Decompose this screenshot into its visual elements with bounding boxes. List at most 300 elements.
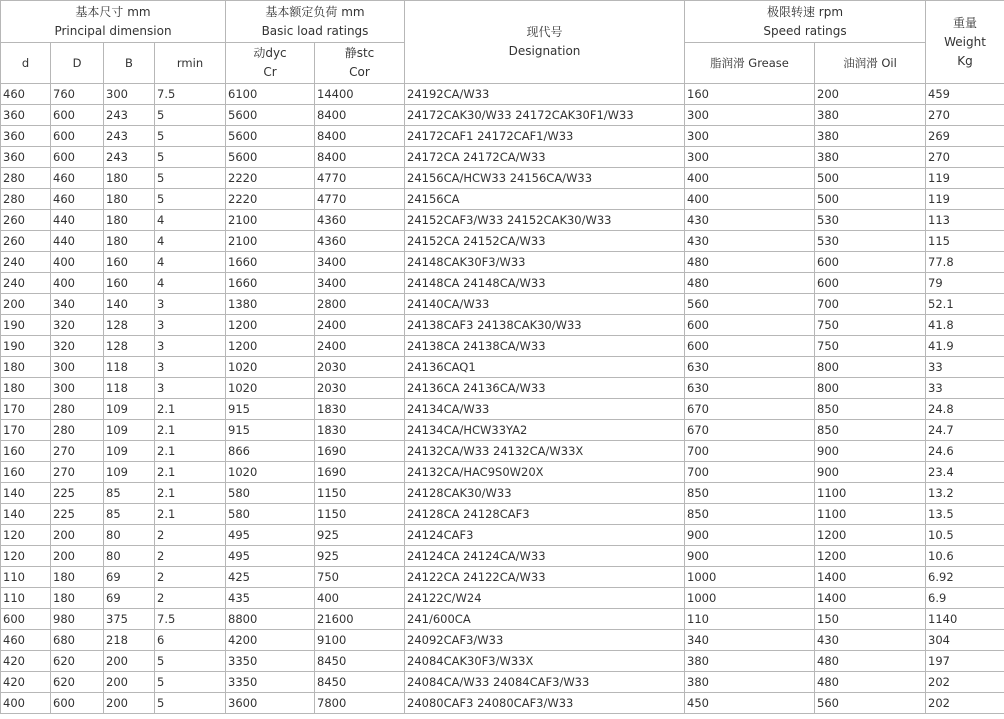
cell-static-load: 7800	[315, 693, 405, 714]
principal-dimension-header: 基本尺寸 mm Principal dimension	[1, 1, 226, 43]
cell-d: 120	[1, 546, 51, 567]
cell-static-load: 4360	[315, 210, 405, 231]
cell-dynamic-load: 435	[226, 588, 315, 609]
table-header	[1, 1, 1004, 84]
cell-static-load: 2030	[315, 378, 405, 399]
cell-designation: 24128CAK30/W33	[405, 483, 685, 504]
cell-b: 200	[104, 693, 155, 714]
cell-oil-speed: 800	[815, 378, 926, 399]
cell-oil-speed: 900	[815, 441, 926, 462]
cell-oil-speed: 1400	[815, 588, 926, 609]
cell-outer-d: 620	[51, 651, 104, 672]
cell-dynamic-load: 3350	[226, 651, 315, 672]
cell-rmin: 4	[155, 273, 226, 294]
cell-static-load: 3400	[315, 252, 405, 273]
cell-dynamic-load: 5600	[226, 105, 315, 126]
cell-d: 180	[1, 357, 51, 378]
table-row	[1, 210, 1004, 231]
cell-designation: 24084CAK30F3/W33X	[405, 651, 685, 672]
cell-outer-d: 600	[51, 693, 104, 714]
cell-rmin: 5	[155, 126, 226, 147]
cell-dynamic-load: 3600	[226, 693, 315, 714]
cell-grease-speed: 430	[685, 210, 815, 231]
cell-rmin: 4	[155, 252, 226, 273]
cell-dynamic-load: 2100	[226, 210, 315, 231]
cell-b: 160	[104, 273, 155, 294]
cell-d: 420	[1, 672, 51, 693]
table-row	[1, 294, 1004, 315]
cell-static-load: 2030	[315, 357, 405, 378]
cell-oil-speed: 380	[815, 105, 926, 126]
cell-d: 170	[1, 420, 51, 441]
cell-dynamic-load: 5600	[226, 147, 315, 168]
cell-dynamic-load: 1660	[226, 273, 315, 294]
cell-dynamic-load: 6100	[226, 84, 315, 105]
col-header-rmin: rmin	[155, 43, 226, 84]
cell-weight: 270	[926, 147, 1004, 168]
cell-oil-speed: 900	[815, 462, 926, 483]
cell-designation: 241/600CA	[405, 609, 685, 630]
table-row	[1, 147, 1004, 168]
table-row	[1, 567, 1004, 588]
cell-dynamic-load: 5600	[226, 126, 315, 147]
col-header-oil: 油润滑 Oil	[815, 43, 926, 84]
cell-dynamic-load: 866	[226, 441, 315, 462]
cell-outer-d: 340	[51, 294, 104, 315]
cell-weight: 10.6	[926, 546, 1004, 567]
cell-static-load: 2400	[315, 336, 405, 357]
cell-weight: 119	[926, 189, 1004, 210]
cell-weight: 269	[926, 126, 1004, 147]
cell-outer-d: 225	[51, 483, 104, 504]
cell-oil-speed: 800	[815, 357, 926, 378]
cell-rmin: 3	[155, 357, 226, 378]
cell-outer-d: 225	[51, 504, 104, 525]
cell-designation: 24132CA/W33 24132CA/W33X	[405, 441, 685, 462]
cell-grease-speed: 630	[685, 378, 815, 399]
cell-weight: 52.1	[926, 294, 1004, 315]
cell-outer-d: 600	[51, 147, 104, 168]
cell-d: 110	[1, 588, 51, 609]
cell-oil-speed: 750	[815, 315, 926, 336]
table-row	[1, 378, 1004, 399]
cell-weight: 33	[926, 378, 1004, 399]
cell-grease-speed: 900	[685, 546, 815, 567]
cell-d: 360	[1, 105, 51, 126]
table-row	[1, 525, 1004, 546]
cell-d: 140	[1, 483, 51, 504]
cell-designation: 24134CA/W33	[405, 399, 685, 420]
table-row	[1, 441, 1004, 462]
cell-designation: 24128CA 24128CAF3	[405, 504, 685, 525]
cell-d: 400	[1, 693, 51, 714]
cell-rmin: 2.1	[155, 420, 226, 441]
cell-outer-d: 460	[51, 168, 104, 189]
cell-d: 280	[1, 168, 51, 189]
cell-oil-speed: 600	[815, 252, 926, 273]
cell-static-load: 14400	[315, 84, 405, 105]
cell-static-load: 3400	[315, 273, 405, 294]
cell-d: 460	[1, 84, 51, 105]
cell-grease-speed: 480	[685, 273, 815, 294]
cell-dynamic-load: 1020	[226, 462, 315, 483]
cell-b: 375	[104, 609, 155, 630]
cell-static-load: 1690	[315, 441, 405, 462]
col-header-b: B	[104, 43, 155, 84]
cell-rmin: 2.1	[155, 441, 226, 462]
cell-designation: 24148CAK30F3/W33	[405, 252, 685, 273]
cell-d: 360	[1, 126, 51, 147]
table-row	[1, 231, 1004, 252]
cell-b: 109	[104, 462, 155, 483]
table-body	[1, 84, 1004, 714]
cell-dynamic-load: 915	[226, 399, 315, 420]
cell-designation: 24138CAF3 24138CAK30/W33	[405, 315, 685, 336]
cell-outer-d: 600	[51, 105, 104, 126]
cell-static-load: 8400	[315, 126, 405, 147]
cell-static-load: 1830	[315, 420, 405, 441]
cell-b: 118	[104, 357, 155, 378]
cell-designation: 24138CA 24138CA/W33	[405, 336, 685, 357]
cell-designation: 24122CA 24122CA/W33	[405, 567, 685, 588]
cell-rmin: 2.1	[155, 504, 226, 525]
cell-rmin: 4	[155, 210, 226, 231]
cell-grease-speed: 300	[685, 126, 815, 147]
cell-designation: 24152CAF3/W33 24152CAK30/W33	[405, 210, 685, 231]
table-row	[1, 672, 1004, 693]
cell-b: 180	[104, 231, 155, 252]
table-row	[1, 252, 1004, 273]
table-row	[1, 609, 1004, 630]
cell-dynamic-load: 495	[226, 525, 315, 546]
cell-outer-d: 200	[51, 546, 104, 567]
cell-d: 200	[1, 294, 51, 315]
table-row	[1, 693, 1004, 714]
table-row	[1, 651, 1004, 672]
cell-static-load: 1150	[315, 483, 405, 504]
cell-d: 460	[1, 630, 51, 651]
cell-designation: 24148CA 24148CA/W33	[405, 273, 685, 294]
cell-oil-speed: 1200	[815, 525, 926, 546]
cell-designation: 24080CAF3 24080CAF3/W33	[405, 693, 685, 714]
cell-oil-speed: 1100	[815, 504, 926, 525]
table-row	[1, 273, 1004, 294]
cell-designation: 24134CA/HCW33YA2	[405, 420, 685, 441]
cell-grease-speed: 670	[685, 399, 815, 420]
cell-b: 69	[104, 567, 155, 588]
cell-b: 180	[104, 210, 155, 231]
cell-oil-speed: 530	[815, 231, 926, 252]
cell-dynamic-load: 1660	[226, 252, 315, 273]
cell-dynamic-load: 580	[226, 483, 315, 504]
cell-grease-speed: 340	[685, 630, 815, 651]
cell-oil-speed: 530	[815, 210, 926, 231]
cell-b: 109	[104, 420, 155, 441]
cell-outer-d: 320	[51, 315, 104, 336]
cell-d: 140	[1, 504, 51, 525]
cell-static-load: 9100	[315, 630, 405, 651]
cell-rmin: 5	[155, 168, 226, 189]
cell-grease-speed: 560	[685, 294, 815, 315]
cell-b: 109	[104, 399, 155, 420]
cell-static-load: 8450	[315, 651, 405, 672]
cell-b: 85	[104, 504, 155, 525]
cell-b: 243	[104, 147, 155, 168]
cell-rmin: 3	[155, 315, 226, 336]
cell-grease-speed: 400	[685, 168, 815, 189]
cell-d: 240	[1, 273, 51, 294]
cell-oil-speed: 1200	[815, 546, 926, 567]
cell-dynamic-load: 1200	[226, 315, 315, 336]
cell-dynamic-load: 915	[226, 420, 315, 441]
cell-dynamic-load: 8800	[226, 609, 315, 630]
cell-b: 243	[104, 105, 155, 126]
cell-static-load: 750	[315, 567, 405, 588]
cell-d: 180	[1, 378, 51, 399]
cell-rmin: 5	[155, 189, 226, 210]
cell-grease-speed: 700	[685, 462, 815, 483]
cell-outer-d: 400	[51, 252, 104, 273]
cell-rmin: 3	[155, 294, 226, 315]
cell-static-load: 925	[315, 546, 405, 567]
cell-designation: 24136CA 24136CA/W33	[405, 378, 685, 399]
cell-oil-speed: 500	[815, 168, 926, 189]
cell-oil-speed: 380	[815, 126, 926, 147]
cell-d: 160	[1, 462, 51, 483]
cell-oil-speed: 850	[815, 399, 926, 420]
cell-grease-speed: 600	[685, 315, 815, 336]
cell-weight: 13.2	[926, 483, 1004, 504]
cell-rmin: 7.5	[155, 609, 226, 630]
cell-weight: 23.4	[926, 462, 1004, 483]
table-row	[1, 336, 1004, 357]
weight-header: 重量 Weight Kg	[926, 1, 1004, 84]
cell-b: 200	[104, 651, 155, 672]
table-row	[1, 357, 1004, 378]
cell-dynamic-load: 1020	[226, 357, 315, 378]
cell-outer-d: 300	[51, 378, 104, 399]
table-row	[1, 504, 1004, 525]
cell-dynamic-load: 495	[226, 546, 315, 567]
cell-d: 240	[1, 252, 51, 273]
cell-rmin: 2.1	[155, 399, 226, 420]
col-header-d: d	[1, 43, 51, 84]
cell-dynamic-load: 425	[226, 567, 315, 588]
cell-designation: 24132CA/HAC9S0W20X	[405, 462, 685, 483]
cell-outer-d: 200	[51, 525, 104, 546]
cell-grease-speed: 630	[685, 357, 815, 378]
cell-oil-speed: 850	[815, 420, 926, 441]
cell-d: 160	[1, 441, 51, 462]
cell-designation: 24124CAF3	[405, 525, 685, 546]
col-header-static-load: 静stc Cor	[315, 43, 405, 84]
table-row	[1, 630, 1004, 651]
cell-b: 243	[104, 126, 155, 147]
cell-oil-speed: 480	[815, 651, 926, 672]
cell-d: 260	[1, 231, 51, 252]
cell-designation: 24172CAK30/W33 24172CAK30F1/W33	[405, 105, 685, 126]
cell-b: 180	[104, 189, 155, 210]
cell-rmin: 2	[155, 525, 226, 546]
cell-weight: 6.92	[926, 567, 1004, 588]
cell-weight: 24.6	[926, 441, 1004, 462]
cell-weight: 79	[926, 273, 1004, 294]
cell-weight: 202	[926, 693, 1004, 714]
cell-static-load: 1150	[315, 504, 405, 525]
cell-rmin: 5	[155, 693, 226, 714]
cell-dynamic-load: 580	[226, 504, 315, 525]
cell-b: 118	[104, 378, 155, 399]
cell-weight: 13.5	[926, 504, 1004, 525]
cell-outer-d: 600	[51, 126, 104, 147]
cell-dynamic-load: 3350	[226, 672, 315, 693]
cell-dynamic-load: 2220	[226, 168, 315, 189]
cell-weight: 1140	[926, 609, 1004, 630]
cell-designation: 24092CAF3/W33	[405, 630, 685, 651]
cell-dynamic-load: 2220	[226, 189, 315, 210]
table-row	[1, 189, 1004, 210]
cell-outer-d: 460	[51, 189, 104, 210]
cell-rmin: 5	[155, 672, 226, 693]
cell-d: 260	[1, 210, 51, 231]
cell-b: 128	[104, 336, 155, 357]
cell-dynamic-load: 1200	[226, 336, 315, 357]
cell-static-load: 1830	[315, 399, 405, 420]
cell-rmin: 2	[155, 546, 226, 567]
cell-weight: 33	[926, 357, 1004, 378]
cell-d: 110	[1, 567, 51, 588]
cell-b: 80	[104, 546, 155, 567]
cell-oil-speed: 600	[815, 273, 926, 294]
cell-outer-d: 280	[51, 420, 104, 441]
cell-outer-d: 400	[51, 273, 104, 294]
cell-designation: 24172CA 24172CA/W33	[405, 147, 685, 168]
cell-oil-speed: 480	[815, 672, 926, 693]
cell-static-load: 4770	[315, 189, 405, 210]
cell-oil-speed: 430	[815, 630, 926, 651]
cell-grease-speed: 110	[685, 609, 815, 630]
table-row	[1, 462, 1004, 483]
cell-outer-d: 440	[51, 231, 104, 252]
cell-designation: 24124CA 24124CA/W33	[405, 546, 685, 567]
cell-static-load: 2800	[315, 294, 405, 315]
cell-static-load: 2400	[315, 315, 405, 336]
cell-oil-speed: 380	[815, 147, 926, 168]
col-header-outer-d: D	[51, 43, 104, 84]
cell-outer-d: 280	[51, 399, 104, 420]
cell-rmin: 2	[155, 567, 226, 588]
cell-outer-d: 320	[51, 336, 104, 357]
cell-designation: 24152CA 24152CA/W33	[405, 231, 685, 252]
cell-weight: 41.8	[926, 315, 1004, 336]
cell-dynamic-load: 2100	[226, 231, 315, 252]
cell-designation: 24136CAQ1	[405, 357, 685, 378]
cell-grease-speed: 300	[685, 147, 815, 168]
cell-b: 69	[104, 588, 155, 609]
cell-b: 85	[104, 483, 155, 504]
cell-designation: 24156CA/HCW33 24156CA/W33	[405, 168, 685, 189]
cell-oil-speed: 1100	[815, 483, 926, 504]
cell-designation: 24122C/W24	[405, 588, 685, 609]
cell-outer-d: 980	[51, 609, 104, 630]
cell-grease-speed: 700	[685, 441, 815, 462]
cell-static-load: 1690	[315, 462, 405, 483]
cell-weight: 10.5	[926, 525, 1004, 546]
cell-grease-speed: 160	[685, 84, 815, 105]
cell-rmin: 2.1	[155, 462, 226, 483]
cell-static-load: 8450	[315, 672, 405, 693]
table-row	[1, 546, 1004, 567]
cell-rmin: 3	[155, 378, 226, 399]
cell-oil-speed: 750	[815, 336, 926, 357]
cell-outer-d: 180	[51, 567, 104, 588]
cell-b: 80	[104, 525, 155, 546]
cell-grease-speed: 430	[685, 231, 815, 252]
cell-weight: 115	[926, 231, 1004, 252]
cell-grease-speed: 400	[685, 189, 815, 210]
cell-rmin: 5	[155, 651, 226, 672]
cell-d: 420	[1, 651, 51, 672]
cell-dynamic-load: 1020	[226, 378, 315, 399]
cell-outer-d: 270	[51, 441, 104, 462]
cell-oil-speed: 200	[815, 84, 926, 105]
cell-grease-speed: 450	[685, 693, 815, 714]
cell-weight: 119	[926, 168, 1004, 189]
cell-designation: 24084CA/W33 24084CAF3/W33	[405, 672, 685, 693]
cell-outer-d: 180	[51, 588, 104, 609]
cell-outer-d: 270	[51, 462, 104, 483]
cell-outer-d: 300	[51, 357, 104, 378]
cell-rmin: 3	[155, 336, 226, 357]
cell-b: 300	[104, 84, 155, 105]
cell-grease-speed: 1000	[685, 588, 815, 609]
cell-grease-speed: 900	[685, 525, 815, 546]
cell-static-load: 925	[315, 525, 405, 546]
cell-weight: 6.9	[926, 588, 1004, 609]
cell-weight: 459	[926, 84, 1004, 105]
cell-rmin: 2	[155, 588, 226, 609]
table-row	[1, 399, 1004, 420]
speed-ratings-header: 极限转速 rpm Speed ratings	[685, 1, 926, 43]
table-row	[1, 315, 1004, 336]
cell-oil-speed: 1400	[815, 567, 926, 588]
cell-d: 360	[1, 147, 51, 168]
cell-weight: 24.7	[926, 420, 1004, 441]
table-row	[1, 420, 1004, 441]
table-row	[1, 588, 1004, 609]
cell-grease-speed: 480	[685, 252, 815, 273]
cell-static-load: 4360	[315, 231, 405, 252]
cell-d: 600	[1, 609, 51, 630]
cell-rmin: 6	[155, 630, 226, 651]
cell-d: 190	[1, 336, 51, 357]
cell-static-load: 21600	[315, 609, 405, 630]
table-row	[1, 483, 1004, 504]
cell-designation: 24172CAF1 24172CAF1/W33	[405, 126, 685, 147]
cell-grease-speed: 380	[685, 651, 815, 672]
cell-weight: 77.8	[926, 252, 1004, 273]
cell-static-load: 4770	[315, 168, 405, 189]
cell-weight: 202	[926, 672, 1004, 693]
cell-weight: 304	[926, 630, 1004, 651]
cell-d: 120	[1, 525, 51, 546]
cell-designation: 24192CA/W33	[405, 84, 685, 105]
cell-static-load: 400	[315, 588, 405, 609]
cell-b: 128	[104, 315, 155, 336]
cell-grease-speed: 300	[685, 105, 815, 126]
cell-outer-d: 760	[51, 84, 104, 105]
cell-rmin: 5	[155, 105, 226, 126]
